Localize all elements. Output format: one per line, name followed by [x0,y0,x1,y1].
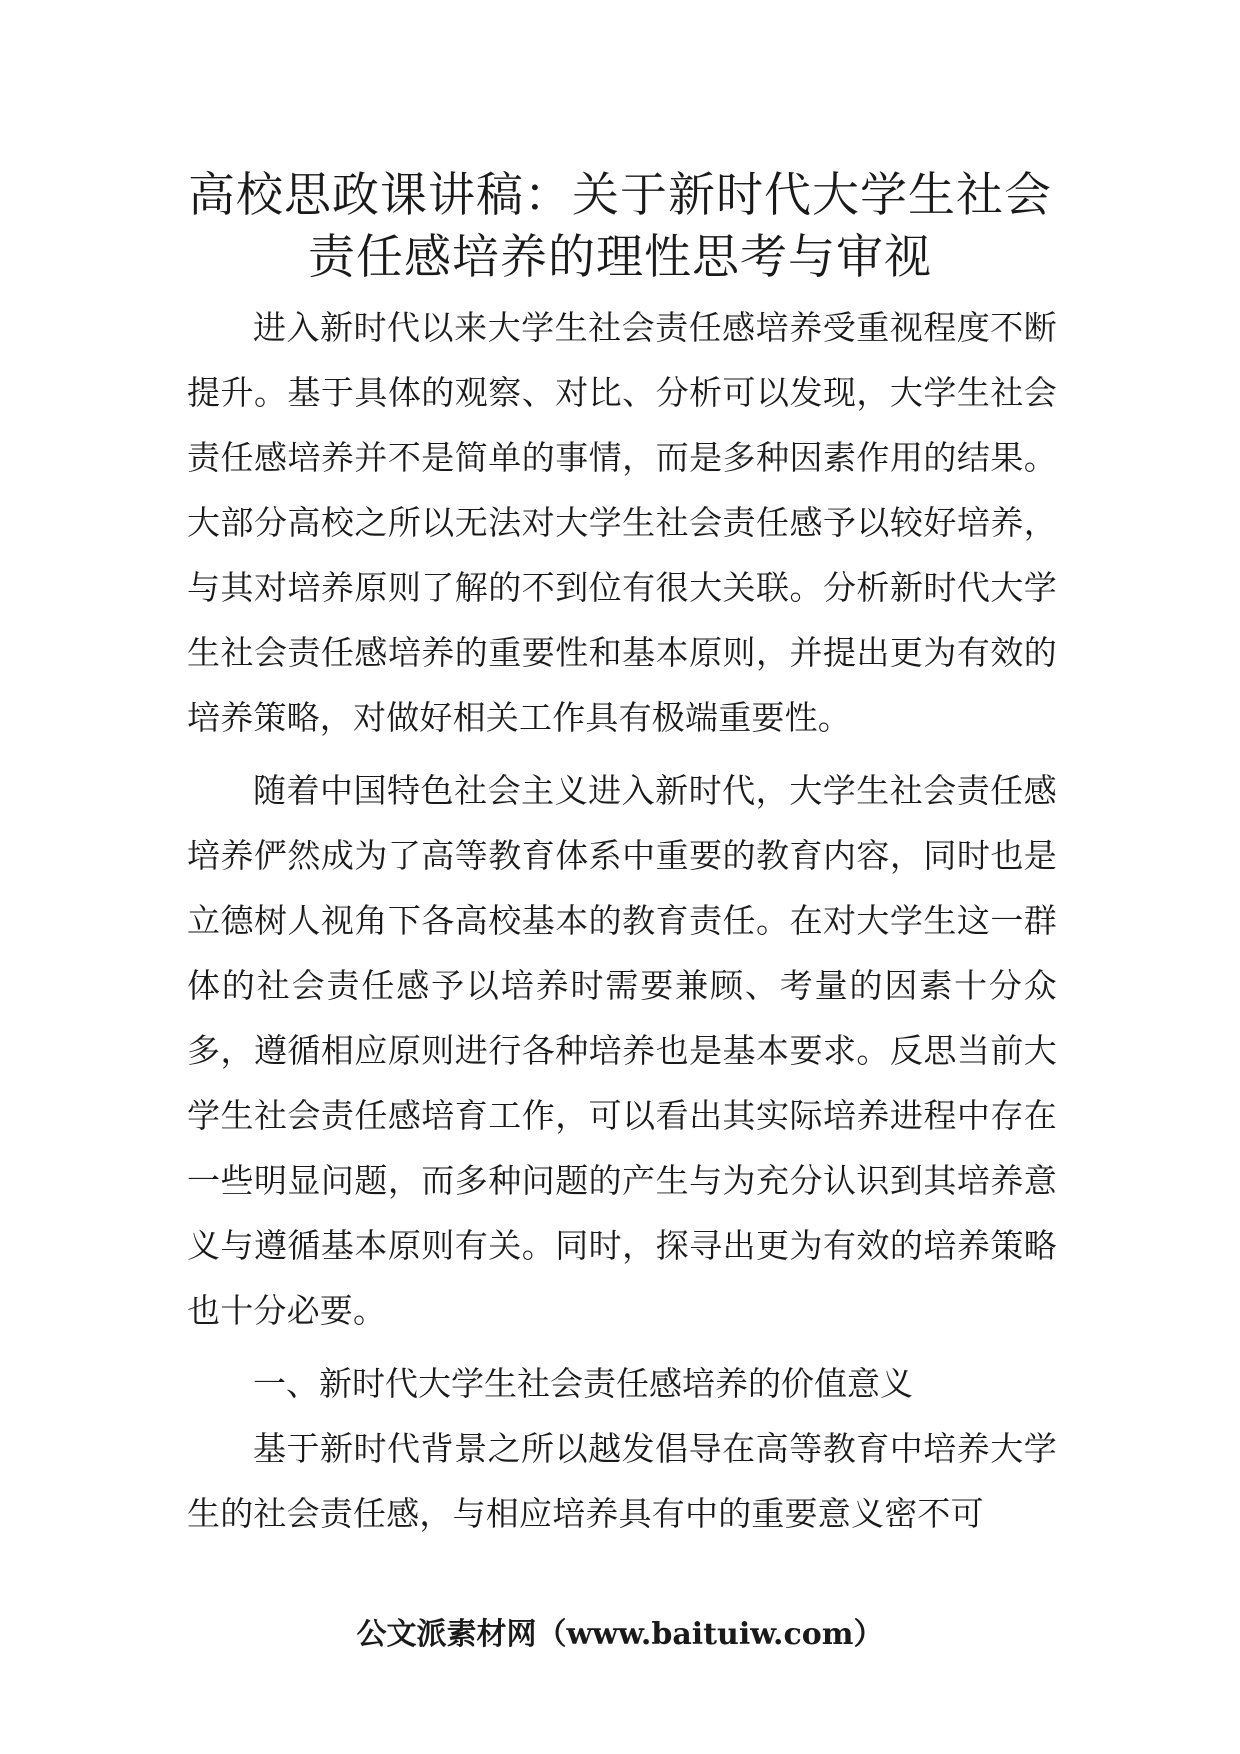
paragraph-background: 随着中国特色社会主义进入新时代，大学生社会责任感培养俨然成为了高等教育体系中重要的教育内容，同时也是立德树人视角下各高校基本的教育责任。在对大学生这一群体的社会责任感予以培养时需要兼顾、考量的因素十分众多，遵循相应原则进行各种培养也是基本要求。反思当前大学生社会责任感培育工作，可以看出其实际培养进程中存在一些明显问题，而多种问题的产生与为充分认识到其培养意义与遵循基本原则有关。同时，探寻出更为有效的培养策略也十分必要。 [187,771,1057,1330]
footer-watermark: 公文派素材网（www.baituiw.com） [356,1617,884,1652]
document-title [150,165,1090,289]
title-line-2: 责任感培养的理性思考与审视 [308,230,932,285]
document-body [187,295,1057,1546]
paragraph-intro: 进入新时代以来大学生社会责任感培养受重视程度不断提升。基于具体的观察、对比、分析可以发现，大学生社会责任感培养并不是简单的事情，而是多种因素作用的结果。大部分高校之所以无法对大学生社会责任感予以较好培养，与其对培养原则了解的不到位有很大关联。分析新时代大学生社会责任感培养的重要性和基本原则，并提出更为有效的培养策略，对做好相关工作具有极端重要性。 [187,308,1057,737]
paragraph-section-start: 基于新时代背景之所以越发倡导在高等教育中培养大学生的社会责任感，与相应培养具有中的重要意义密不可 [187,1429,1057,1533]
section-heading: 一、新时代大学生社会责任感培养的价值意义 [253,1364,913,1403]
title-line-1: 高校思政课讲稿：关于新时代大学生社会 [188,168,1052,223]
